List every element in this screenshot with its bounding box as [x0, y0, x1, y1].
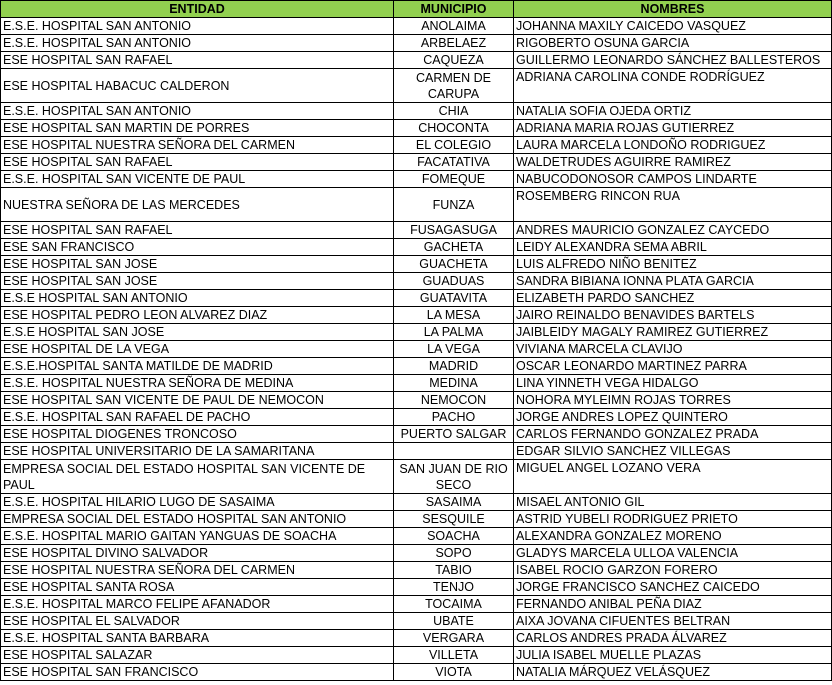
nombres-cell: ADRIANA CAROLINA CONDE RODRÍGUEZ: [514, 69, 832, 103]
table-row: [1, 154, 832, 171]
municipio-cell: [394, 443, 514, 460]
header-municipio: MUNICIPIO: [394, 1, 514, 18]
municipio-cell: CHIA: [394, 103, 514, 120]
table-row: [1, 358, 832, 375]
table-row: [1, 426, 832, 443]
table-row: [1, 596, 832, 613]
entidad-cell: E.S.E. HOSPITAL SAN ANTONIO: [1, 103, 394, 120]
municipio-cell: TABIO: [394, 562, 514, 579]
nombres-cell: FERNANDO ANIBAL PEÑA DIAZ: [514, 596, 832, 613]
entidad-cell: E.S.E. HOSPITAL SAN ANTONIO: [1, 18, 394, 35]
nombres-cell: SANDRA BIBIANA IONNA PLATA GARCIA: [514, 273, 832, 290]
municipio-cell: FACATATIVA: [394, 154, 514, 171]
entidad-cell: E.S.E. HOSPITAL MARIO GAITAN YANGUAS DE SOACHA: [1, 528, 394, 545]
table-row: [1, 120, 832, 137]
nombres-cell: JORGE FRANCISCO SANCHEZ CAICEDO: [514, 579, 832, 596]
nombres-cell: MISAEL ANTONIO GIL: [514, 494, 832, 511]
nombres-cell: NATALIA MÁRQUEZ VELÁSQUEZ: [514, 664, 832, 681]
entidad-cell: ESE HOSPITAL SALAZAR: [1, 647, 394, 664]
nombres-cell: OSCAR LEONARDO MARTINEZ PARRA: [514, 358, 832, 375]
nombres-cell: LUIS ALFREDO NIÑO BENITEZ: [514, 256, 832, 273]
table-row: [1, 35, 832, 52]
nombres-cell: ROSEMBERG RINCON RUA: [514, 188, 832, 222]
entidad-cell: NUESTRA SEÑORA DE LAS MERCEDES: [1, 188, 394, 222]
entidad-cell: ESE HOSPITAL SAN RAFAEL: [1, 222, 394, 239]
municipio-cell: ANOLAIMA: [394, 18, 514, 35]
table-row: [1, 460, 832, 494]
table-row: [1, 443, 832, 460]
municipio-cell: GACHETA: [394, 239, 514, 256]
entidad-cell: ESE HOSPITAL SAN FRANCISCO: [1, 664, 394, 681]
entidad-cell: ESE HOSPITAL DE LA VEGA: [1, 341, 394, 358]
nombres-cell: ALEXANDRA GONZALEZ MORENO: [514, 528, 832, 545]
table-row: [1, 613, 832, 630]
municipio-cell: EL COLEGIO: [394, 137, 514, 154]
table-row: [1, 69, 832, 103]
nombres-cell: LEIDY ALEXANDRA SEMA ABRIL: [514, 239, 832, 256]
nombres-cell: GUILLERMO LEONARDO SÁNCHEZ BALLESTEROS: [514, 52, 832, 69]
municipio-cell: TENJO: [394, 579, 514, 596]
table-row: [1, 222, 832, 239]
municipio-cell: FUSAGASUGA: [394, 222, 514, 239]
nombres-cell: EDGAR SILVIO SANCHEZ VILLEGAS: [514, 443, 832, 460]
entidad-cell: ESE HOSPITAL SAN JOSE: [1, 256, 394, 273]
nombres-cell: GLADYS MARCELA ULLOA VALENCIA: [514, 545, 832, 562]
header-entidad: ENTIDAD: [1, 1, 394, 18]
entidad-cell: E.S.E. HOSPITAL NUESTRA SEÑORA DE MEDINA: [1, 375, 394, 392]
nombres-cell: JAIRO REINALDO BENAVIDES BARTELS: [514, 307, 832, 324]
municipio-cell: SAN JUAN DE RIO SECO: [394, 460, 514, 494]
header-row: [1, 1, 832, 18]
entidad-cell: ESE SAN FRANCISCO: [1, 239, 394, 256]
table-row: [1, 562, 832, 579]
entidad-cell: EMPRESA SOCIAL DEL ESTADO HOSPITAL SAN VICENTE DE PAUL: [1, 460, 394, 494]
municipio-cell: FUNZA: [394, 188, 514, 222]
nombres-cell: ELIZABETH PARDO SANCHEZ: [514, 290, 832, 307]
municipio-cell: NEMOCON: [394, 392, 514, 409]
entidad-cell: E.S.E HOSPITAL SAN JOSE: [1, 324, 394, 341]
nombres-cell: MIGUEL ANGEL LOZANO VERA: [514, 460, 832, 494]
municipio-cell: SESQUILE: [394, 511, 514, 528]
entidad-cell: ESE HOSPITAL SANTA ROSA: [1, 579, 394, 596]
entidad-cell: ESE HOSPITAL PEDRO LEON ALVAREZ DIAZ: [1, 307, 394, 324]
nombres-cell: JAIBLEIDY MAGALY RAMIREZ GUTIERREZ: [514, 324, 832, 341]
table-row: [1, 528, 832, 545]
entidad-cell: ESE HOSPITAL SAN MARTIN DE PORRES: [1, 120, 394, 137]
municipio-cell: PACHO: [394, 409, 514, 426]
nombres-cell: CARLOS FERNANDO GONZALEZ PRADA: [514, 426, 832, 443]
nombres-cell: JOHANNA MAXILY CAICEDO VASQUEZ: [514, 18, 832, 35]
table-row: [1, 18, 832, 35]
nombres-cell: JORGE ANDRES LOPEZ QUINTERO: [514, 409, 832, 426]
nombres-cell: LAURA MARCELA LONDOÑO RODRIGUEZ: [514, 137, 832, 154]
municipio-cell: GUATAVITA: [394, 290, 514, 307]
municipio-cell: GUACHETA: [394, 256, 514, 273]
entidad-cell: ESE HOSPITAL HABACUC CALDERON: [1, 69, 394, 103]
municipio-cell: GUADUAS: [394, 273, 514, 290]
nombres-cell: VIVIANA MARCELA CLAVIJO: [514, 341, 832, 358]
nombres-cell: ANDRES MAURICIO GONZALEZ CAYCEDO: [514, 222, 832, 239]
entidad-cell: E.S.E. HOSPITAL MARCO FELIPE AFANADOR: [1, 596, 394, 613]
table-row: [1, 324, 832, 341]
municipio-cell: SASAIMA: [394, 494, 514, 511]
table-row: [1, 52, 832, 69]
municipio-cell: ARBELAEZ: [394, 35, 514, 52]
table-row: [1, 256, 832, 273]
nombres-cell: RIGOBERTO OSUNA GARCIA: [514, 35, 832, 52]
table-row: [1, 171, 832, 188]
entidad-cell: ESE HOSPITAL UNIVERSITARIO DE LA SAMARITANA: [1, 443, 394, 460]
entidad-cell: ESE HOSPITAL SAN VICENTE DE PAUL DE NEMOCON: [1, 392, 394, 409]
nombres-cell: JULIA ISABEL MUELLE PLAZAS: [514, 647, 832, 664]
nombres-cell: AIXA JOVANA CIFUENTES BELTRAN: [514, 613, 832, 630]
municipio-cell: PUERTO SALGAR: [394, 426, 514, 443]
header-nombres: NOMBRES: [514, 1, 832, 18]
municipio-cell: SOPO: [394, 545, 514, 562]
table-row: [1, 664, 832, 681]
municipio-cell: SOACHA: [394, 528, 514, 545]
table-row: [1, 630, 832, 647]
entidad-cell: E.S.E.HOSPITAL SANTA MATILDE DE MADRID: [1, 358, 394, 375]
table-row: [1, 375, 832, 392]
entidad-cell: E.S.E. HOSPITAL SAN VICENTE DE PAUL: [1, 171, 394, 188]
municipio-cell: VERGARA: [394, 630, 514, 647]
municipio-cell: LA MESA: [394, 307, 514, 324]
nombres-cell: ADRIANA MARIA ROJAS GUTIERREZ: [514, 120, 832, 137]
municipio-cell: CAQUEZA: [394, 52, 514, 69]
table-row: [1, 307, 832, 324]
nombres-cell: NATALIA SOFIA OJEDA ORTIZ: [514, 103, 832, 120]
table-row: [1, 409, 832, 426]
municipio-cell: LA PALMA: [394, 324, 514, 341]
municipio-cell: VIOTA: [394, 664, 514, 681]
table-row: [1, 137, 832, 154]
nombres-cell: NOHORA MYLEIMN ROJAS TORRES: [514, 392, 832, 409]
table-row: [1, 511, 832, 528]
entidad-cell: E.S.E. HOSPITAL HILARIO LUGO DE SASAIMA: [1, 494, 394, 511]
municipio-cell: CARMEN DE CARUPA: [394, 69, 514, 103]
table-row: [1, 273, 832, 290]
municipio-cell: FOMEQUE: [394, 171, 514, 188]
entidad-cell: E.S.E. HOSPITAL SAN ANTONIO: [1, 35, 394, 52]
nombres-cell: CARLOS ANDRES PRADA ÁLVAREZ: [514, 630, 832, 647]
table-row: [1, 494, 832, 511]
municipio-cell: UBATE: [394, 613, 514, 630]
entidad-cell: ESE HOSPITAL DIOGENES TRONCOSO: [1, 426, 394, 443]
municipio-cell: VILLETA: [394, 647, 514, 664]
municipio-cell: CHOCONTA: [394, 120, 514, 137]
entidad-cell: ESE HOSPITAL SAN RAFAEL: [1, 154, 394, 171]
nombres-cell: ISABEL ROCIO GARZON FORERO: [514, 562, 832, 579]
municipio-cell: MADRID: [394, 358, 514, 375]
entidad-cell: EMPRESA SOCIAL DEL ESTADO HOSPITAL SAN ANTONIO: [1, 511, 394, 528]
municipio-cell: TOCAIMA: [394, 596, 514, 613]
table-row: [1, 579, 832, 596]
table-row: [1, 188, 832, 222]
entidad-cell: ESE HOSPITAL SAN RAFAEL: [1, 52, 394, 69]
table-row: [1, 545, 832, 562]
table-row: [1, 341, 832, 358]
nombres-cell: ASTRID YUBELI RODRIGUEZ PRIETO: [514, 511, 832, 528]
municipio-cell: MEDINA: [394, 375, 514, 392]
entidad-cell: ESE HOSPITAL NUESTRA SEÑORA DEL CARMEN: [1, 137, 394, 154]
table-row: [1, 392, 832, 409]
nombres-cell: LINA YINNETH VEGA HIDALGO: [514, 375, 832, 392]
nombres-cell: WALDETRUDES AGUIRRE RAMIREZ: [514, 154, 832, 171]
table-row: [1, 647, 832, 664]
entidad-cell: ESE HOSPITAL EL SALVADOR: [1, 613, 394, 630]
entidad-cell: E.S.E. HOSPITAL SANTA BARBARA: [1, 630, 394, 647]
entidad-cell: ESE HOSPITAL NUESTRA SEÑORA DEL CARMEN: [1, 562, 394, 579]
municipio-cell: LA VEGA: [394, 341, 514, 358]
table-row: [1, 239, 832, 256]
entidad-cell: ESE HOSPITAL DIVINO SALVADOR: [1, 545, 394, 562]
table-row: [1, 290, 832, 307]
nombres-cell: NABUCODONOSOR CAMPOS LINDARTE: [514, 171, 832, 188]
table-row: [1, 103, 832, 120]
entidad-cell: ESE HOSPITAL SAN JOSE: [1, 273, 394, 290]
table-body: [1, 18, 832, 681]
entidad-cell: E.S.E. HOSPITAL SAN RAFAEL DE PACHO: [1, 409, 394, 426]
entidad-cell: E.S.E HOSPITAL SAN ANTONIO: [1, 290, 394, 307]
